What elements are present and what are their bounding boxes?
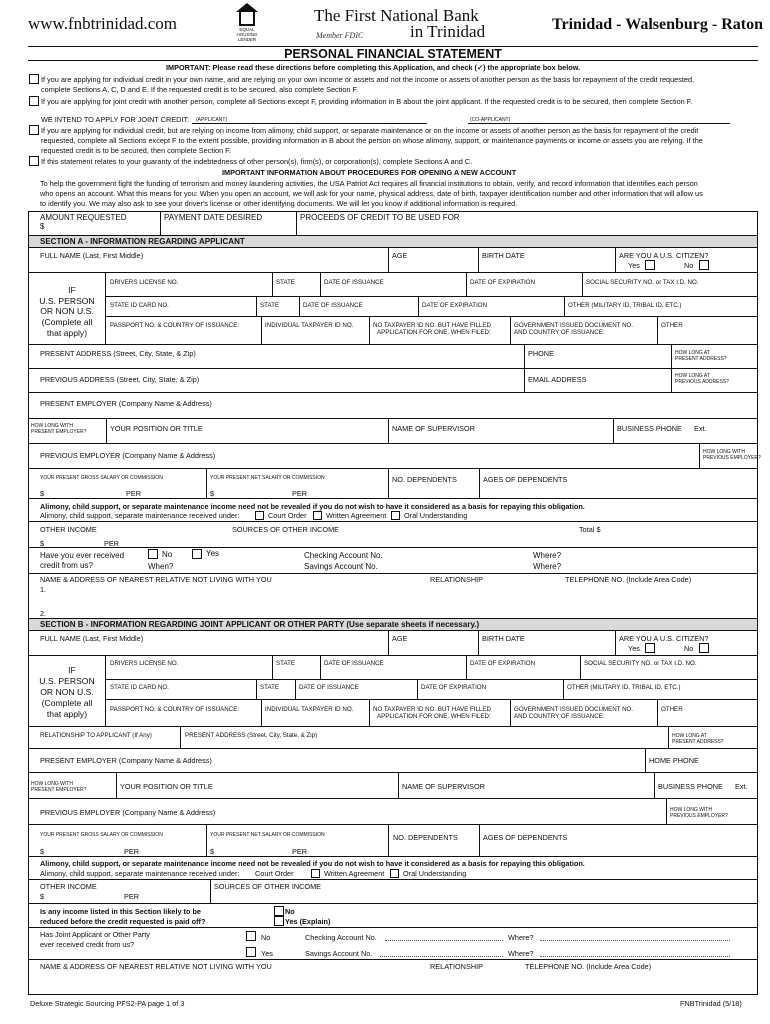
section-a-title: SECTION A - INFORMATION REGARDING APPLICANT (40, 237, 245, 246)
dependents-label: NO. DEPENDENTS (392, 475, 457, 484)
b-full-name-label: FULL NAME (Last, First Middle) (40, 634, 144, 643)
relationship-applicant-label: RELATIONSHIP TO APPLICANT (If Any) (40, 732, 152, 739)
how-long-previous-label: HOW LONG AT (675, 373, 710, 379)
b-citizen-no-checkbox[interactable] (699, 643, 709, 653)
joint-credit-checkbox[interactable] (29, 96, 39, 106)
income-reduced-no-checkbox[interactable] (274, 906, 284, 916)
b-ext-label: Ext. (735, 782, 748, 791)
that-apply-label: that apply) (46, 328, 88, 338)
b-citizen-yes-label: Yes (628, 644, 640, 653)
full-name-label: FULL NAME (Last, First Middle) (40, 251, 144, 260)
other-income-per: PER (104, 539, 120, 548)
gov-doc-label: GOVERNMENT ISSUED DOCUMENT NO. (514, 322, 634, 329)
co-applicant-label: (CO-APPLICANT) (470, 117, 511, 123)
previous-address-label: PREVIOUS ADDRESS (Street, City, State, & Zip) (40, 375, 200, 384)
how-long-employer-label-2: PRESENT EMPLOYER? (31, 429, 87, 435)
b-us-person-label: U.S. PERSON (39, 676, 95, 686)
b-how-long-employer-label-2: PRESENT EMPLOYER? (31, 787, 87, 793)
b-dl-expiration-label: DATE OF EXPIRATION (470, 660, 536, 667)
received-credit-question-2: credit from us? (40, 561, 93, 570)
written-agreement-label: Written Agreement (326, 511, 387, 520)
non-us-label: OR NON U.S. (40, 306, 94, 316)
oral-understanding-checkbox[interactable] (391, 511, 400, 520)
citizen-question: ARE YOU A U.S. CITIZEN? (619, 251, 709, 260)
joint-savings-label: Savings Account No. (305, 949, 373, 958)
how-long-present-label-2: PRESENT ADDRESS? (675, 356, 727, 362)
ext-label: Ext. (694, 424, 707, 433)
sid-issuance-label: DATE OF ISSUANCE (303, 302, 363, 309)
b-court-order-checkbox[interactable] (311, 869, 320, 878)
if-label: IF (68, 285, 76, 295)
b-ages-dependents-label: AGES OF DEPENDENTS (483, 833, 568, 842)
dl-expiration-label: DATE OF EXPIRATION (470, 279, 536, 286)
joint-checking-where-line[interactable] (540, 940, 730, 941)
present-employer-label: PRESENT EMPLOYER (Company Name & Address) (40, 399, 212, 408)
guaranty-checkbox[interactable] (29, 156, 39, 166)
joint-received-no-label: No (261, 933, 271, 942)
important-directions: IMPORTANT: Please read these directions before completing this Application, and check (✓) the appropriate box below. (166, 63, 581, 72)
b-written-agreement-label: Written Agreement (324, 869, 385, 878)
email-label: EMAIL ADDRESS (528, 375, 587, 384)
b-complete-all-label: (Complete all (41, 698, 93, 708)
b-state-id-label: STATE ID CARD NO. (110, 684, 169, 691)
option-4-text: If this statement relates to your guaranty of the indebtedness of other person(s), firm(s), or corporation(s), complete Sections A and C. (41, 157, 473, 166)
dl-issuance-label: DATE OF ISSUANCE (324, 279, 384, 286)
b-how-long-present-label: HOW LONG AT (672, 733, 707, 739)
joint-credit-label: WE INTEND TO APPLY FOR JOINT CREDIT: (41, 115, 190, 124)
relative-relationship-label: RELATIONSHIP (430, 575, 483, 584)
other-id-label: OTHER (MILITARY ID, TRIBAL ID, ETC.) (568, 302, 682, 309)
joint-checking-line[interactable] (385, 940, 503, 941)
how-long-employer-label: HOW LONG WITH (31, 423, 73, 429)
b-oral-understanding-label: Oral Understanding (403, 869, 467, 878)
co-applicant-initials-line[interactable] (468, 123, 730, 124)
equal-housing-lender-logo: EQUAL HOUSING LENDER (230, 12, 264, 42)
option-1-text-2: complete Sections A, C, D and E. If the requested credit is to be secured, also complete Section F. (41, 85, 359, 94)
received-credit-question: Have you ever received (40, 551, 125, 560)
b-citizen-no-label: No (684, 644, 694, 653)
previous-employer-label: PREVIOUS EMPLOYER (Company Name & Address) (40, 451, 216, 460)
member-fdic: Member FDIC (316, 31, 364, 40)
birth-date-label: BIRTH DATE (482, 251, 525, 260)
received-credit-yes-label: Yes (206, 549, 220, 558)
b-age-label: AGE (392, 634, 408, 643)
payment-date-label: PAYMENT DATE DESIRED (164, 213, 263, 222)
b-position-label: YOUR POSITION OR TITLE (120, 782, 213, 791)
joint-received-no-checkbox[interactable] (246, 931, 256, 941)
house-icon (239, 12, 255, 26)
b-other-id-label: OTHER (MILITARY ID, TRIBAL ID, ETC.) (567, 684, 681, 691)
net-dollar: $ (210, 489, 215, 498)
b-gross-dollar: $ (40, 847, 45, 856)
dl-state-label: STATE (276, 279, 296, 286)
b-drivers-license-label: DRIVERS LICENSE NO. (110, 660, 179, 667)
gross-salary-label: YOUR PRESENT GROSS SALARY OR COMMISSION (40, 475, 163, 481)
applicant-initials-line[interactable] (192, 123, 427, 124)
checking-where-label: Where? (533, 551, 562, 560)
joint-savings-where: Where? (508, 949, 534, 958)
other-income-label: OTHER INCOME (40, 525, 97, 534)
relative-1-number: 1. (40, 585, 47, 594)
written-agreement-checkbox[interactable] (313, 511, 322, 520)
b-how-long-prev-employer-label-2: PREVIOUS EMPLOYER? (670, 813, 728, 819)
net-salary-label: YOUR PRESENT NET SALARY OR COMMISSION (210, 475, 325, 481)
income-reduced-question-2: reduced before the credit requested is paid off? (40, 917, 206, 926)
received-credit-when: When? (148, 562, 174, 571)
us-person-label: U.S. PERSON (39, 296, 95, 306)
b-no-taxpayer-label-2: APPLICATION FOR ONE. WHEN FILED: (377, 713, 491, 720)
income-reduced-yes-checkbox[interactable] (274, 916, 284, 926)
option-2-text: If you are applying for joint credit with another person, complete all Sections except F, providing information in B about the joint applicant. If the requested credit is to be secured, then complete Section F. (41, 97, 693, 106)
alimony-received-label: Alimony, child support, separate maintenance received under: (40, 511, 240, 520)
business-phone-label: BUSINESS PHONE (617, 424, 682, 433)
b-gov-doc-label-2: AND COUNTRY OF ISSUANCE: (514, 713, 605, 720)
b-non-us-label: OR NON U.S. (40, 687, 94, 697)
b-ssn-label: SOCIAL SECURITY NO. or TAX I.D. NO. (584, 660, 697, 667)
joint-received-yes-label: Yes (261, 949, 273, 958)
nearest-relative-label: NAME & ADDRESS OF NEAREST RELATIVE NOT LIVING WITH YOU (40, 575, 272, 584)
net-per: PER (292, 489, 308, 498)
ssn-label: SOCIAL SECURITY NO. or TAX I.D. NO. (586, 279, 699, 286)
applicant-label: (APPLICANT) (196, 117, 228, 123)
received-credit-no-label: No (162, 550, 173, 559)
other-doc-label: OTHER (661, 322, 683, 329)
b-alimony-received-label: Alimony, child support, separate maintenance received under: (40, 869, 240, 878)
option-1-text: If you are applying for individual credit in your own name, and are relying on your own income or assets and not the income or assets of another person as the basis for repayment of the credit requested, (41, 75, 695, 84)
amount-requested-label: AMOUNT REQUESTED (40, 213, 127, 222)
income-reduced-no-label: No (285, 907, 295, 916)
b-alimony-notice: Alimony, child support, or separate maintenance income need not be revealed if you do not wish to have it considered as a basis for repaying this obligation. (40, 859, 585, 868)
supervisor-label: NAME OF SUPERVISOR (392, 424, 475, 433)
section-b-title: SECTION B - INFORMATION REGARDING JOINT APPLICANT OR OTHER PARTY (Use separate sheets if necessary.) (40, 620, 480, 629)
b-other-income-dollar: $ (40, 892, 45, 901)
b-sid-expiration-label: DATE OF EXPIRATION (421, 684, 487, 691)
savings-account-label: Savings Account No. (304, 562, 378, 571)
joint-checking-where: Where? (508, 933, 534, 942)
received-credit-yes-checkbox[interactable] (192, 549, 202, 559)
option-3-text-2: requested, complete all Sections except F to the extent possible, providing information in B about the person on whose alimony, support, or maintenance payments or income or assets you are relying. If the (41, 136, 703, 145)
procedures-text-1: To help the government fight the funding of terrorism and money laundering activities, the USA Patriot Act requires all financial institutions to obtain, verify, and record information that identifies each person (40, 179, 698, 188)
citizen-no-label: No (684, 261, 694, 270)
form-title: PERSONAL FINANCIAL STATEMENT (28, 46, 758, 61)
position-label: YOUR POSITION OR TITLE (110, 424, 203, 433)
individual-credit-checkbox[interactable] (29, 74, 39, 84)
b-that-apply-label: that apply) (46, 709, 88, 719)
b-other-income-per: PER (124, 892, 140, 901)
sid-expiration-label: DATE OF EXPIRATION (422, 302, 488, 309)
b-present-employer-label: PRESENT EMPLOYER (Company Name & Address) (40, 756, 212, 765)
itin-label: INDIVIDUAL TAXPAYER ID NO. (265, 322, 354, 329)
checking-account-label: Checking Account No. (304, 551, 383, 560)
alimony-notice: Alimony, child support, or separate maintenance income need not be revealed if you do not wish to have it considered as a basis for repaying this obligation. (40, 502, 585, 511)
footer-form-id: Deluxe Strategic Sourcing PFS2-PA page 1 of 3 (30, 999, 185, 1008)
joint-received-credit-question: Has Joint Applicant or Other Party (40, 930, 150, 939)
b-sources-income-label: SOURCES OF OTHER INCOME (214, 882, 322, 891)
received-credit-no-checkbox[interactable] (148, 549, 158, 559)
court-order-label: Court Order (268, 511, 307, 520)
b-itin-label: INDIVIDUAL TAXPAYER ID NO. (265, 706, 354, 713)
joint-checking-label: Checking Account No. (305, 933, 377, 942)
no-taxpayer-label: NO TAXPAYER ID NO. BUT HAVE FILLED (373, 322, 491, 329)
proceeds-label: PROCEEDS OF CREDIT TO BE USED FOR (300, 213, 460, 222)
b-how-long-employer-label: HOW LONG WITH (31, 781, 73, 787)
b-other-income-label: OTHER INCOME (40, 882, 97, 891)
phone-label: PHONE (528, 349, 554, 358)
savings-where-label: Where? (533, 562, 562, 571)
relative-telephone-label: TELEPHONE NO. (Include Area Code) (565, 575, 692, 584)
how-long-previous-label-2: PREVIOUS ADDRESS? (675, 379, 729, 385)
citizen-no-checkbox[interactable] (699, 260, 709, 270)
b-citizen-question: ARE YOU A U.S. CITIZEN? (619, 634, 709, 643)
option-3-text-3: requested credit is to be secured, then complete Section F. (41, 146, 231, 155)
sid-state-label: STATE (260, 302, 280, 309)
court-order-checkbox[interactable] (255, 511, 264, 520)
b-citizen-yes-checkbox[interactable] (645, 643, 655, 653)
citizen-yes-checkbox[interactable] (645, 260, 655, 270)
relative-2-number: 2. (40, 609, 47, 618)
b-sid-state-label: STATE (260, 684, 280, 691)
procedures-text-2: who opens an account. What this means for you: When you open an account, we will ask for your name, physical address, date of birth, taxpayer identification number and other information that will allow us (40, 189, 703, 198)
b-how-long-prev-employer-label: HOW LONG WITH (670, 807, 712, 813)
age-label: AGE (392, 251, 408, 260)
b-written-agreement-checkbox[interactable] (390, 869, 399, 878)
b-other-doc-label: OTHER (661, 706, 683, 713)
bank-website[interactable]: www.fnbtrinidad.com (28, 14, 178, 33)
sources-income-label: SOURCES OF OTHER INCOME (232, 525, 340, 534)
b-home-phone-label: HOME PHONE (649, 756, 699, 765)
joint-savings-where-line[interactable] (540, 956, 730, 957)
b-no-taxpayer-label: NO TAXPAYER ID NO. BUT HAVE FILLED (373, 706, 491, 713)
b-nearest-relative-label: NAME & ADDRESS OF NEAREST RELATIVE NOT LIVING WITH YOU (40, 962, 272, 971)
procedures-text-3: to identify you. We may also ask to see your driver's license or other identifying documents. We will let you know if additional information is required. (40, 199, 518, 208)
b-previous-employer-label: PREVIOUS EMPLOYER (Company Name & Address) (40, 808, 216, 817)
income-reduced-question: Is any income listed in this Section likely to be (40, 907, 201, 916)
branch-cities: Trinidad - Walsenburg - Raton (552, 16, 764, 33)
alimony-reliance-checkbox[interactable] (29, 125, 39, 135)
b-net-dollar: $ (210, 847, 215, 856)
b-relative-telephone-label: TELEPHONE NO. (Include Area Code) (525, 962, 652, 971)
option-3-text: If you are applying for individual credit, but are relying on income from alimony, child support, or separate maintenance or on the income or assets of another person as the basis for repayment of the credit (41, 126, 699, 135)
footer-version: FNBTrinidad (5/18) (680, 999, 742, 1008)
b-supervisor-label: NAME OF SUPERVISOR (402, 782, 485, 791)
how-long-prev-employer-label-2: PREVIOUS EMPLOYER? (703, 455, 761, 461)
other-income-dollar: $ (40, 539, 45, 548)
b-dependents-label: NO. DEPENDENTS (393, 833, 458, 842)
state-id-label: STATE ID CARD NO. (110, 302, 169, 309)
passport-label: PASSPORT NO. & COUNTRY OF ISSUANCE: (110, 322, 240, 329)
citizen-yes-label: Yes (628, 261, 640, 270)
b-relative-relationship-label: RELATIONSHIP (430, 962, 483, 971)
drivers-license-label: DRIVERS LICENSE NO. (110, 279, 179, 286)
b-net-salary-label: YOUR PRESENT NET SALARY OR COMMISSION (210, 832, 325, 838)
b-net-per: PER (292, 847, 308, 856)
present-address-label: PRESENT ADDRESS (Street, City, State, & Zip) (40, 349, 196, 358)
amount-dollar-sign: $ (40, 222, 45, 231)
b-sid-issuance-label: DATE OF ISSUANCE (299, 684, 359, 691)
b-business-phone-label: BUSINESS PHONE (658, 782, 723, 791)
gov-doc-label-2: AND COUNTRY OF ISSUANCE: (514, 329, 605, 336)
b-gross-salary-label: YOUR PRESENT GROSS SALARY OR COMMISSION (40, 832, 163, 838)
joint-savings-line[interactable] (380, 956, 503, 957)
total-income-label: Total $ (579, 525, 601, 534)
b-present-address-label: PRESENT ADDRESS (Street, City, State, & Zip) (185, 732, 318, 739)
b-court-order-label: Court Order (255, 869, 294, 878)
income-reduced-yes-label: Yes (Explain) (285, 917, 331, 926)
b-gross-per: PER (124, 847, 140, 856)
b-how-long-present-label-2: PRESENT ADDRESS? (672, 739, 724, 745)
how-long-prev-employer-label: HOW LONG WITH (703, 449, 745, 455)
b-dl-issuance-label: DATE OF ISSUANCE (324, 660, 384, 667)
joint-received-yes-checkbox[interactable] (246, 947, 256, 957)
b-birth-date-label: BIRTH DATE (482, 634, 525, 643)
b-if-label: IF (68, 665, 76, 675)
complete-all-label: (Complete all (41, 317, 93, 327)
b-passport-label: PASSPORT NO. & COUNTRY OF ISSUANCE: (110, 706, 240, 713)
no-taxpayer-label-2: APPLICATION FOR ONE. WHEN FILED: (377, 329, 491, 336)
joint-received-credit-question-2: ever received credit from us? (40, 940, 135, 949)
b-dl-state-label: STATE (276, 660, 296, 667)
oral-understanding-label: Oral Understanding (404, 511, 468, 520)
procedures-title: IMPORTANT INFORMATION ABOUT PROCEDURES FOR OPENING A NEW ACCOUNT (222, 168, 517, 177)
gross-dollar: $ (40, 489, 45, 498)
ages-dependents-label: AGES OF DEPENDENTS (483, 475, 568, 484)
bank-name-line2: in Trinidad (410, 22, 486, 41)
b-gov-doc-label: GOVERNMENT ISSUED DOCUMENT NO. (514, 706, 634, 713)
how-long-present-label: HOW LONG AT (675, 350, 710, 356)
bank-name-line1: The First National Bank (314, 6, 479, 25)
gross-per: PER (126, 489, 142, 498)
